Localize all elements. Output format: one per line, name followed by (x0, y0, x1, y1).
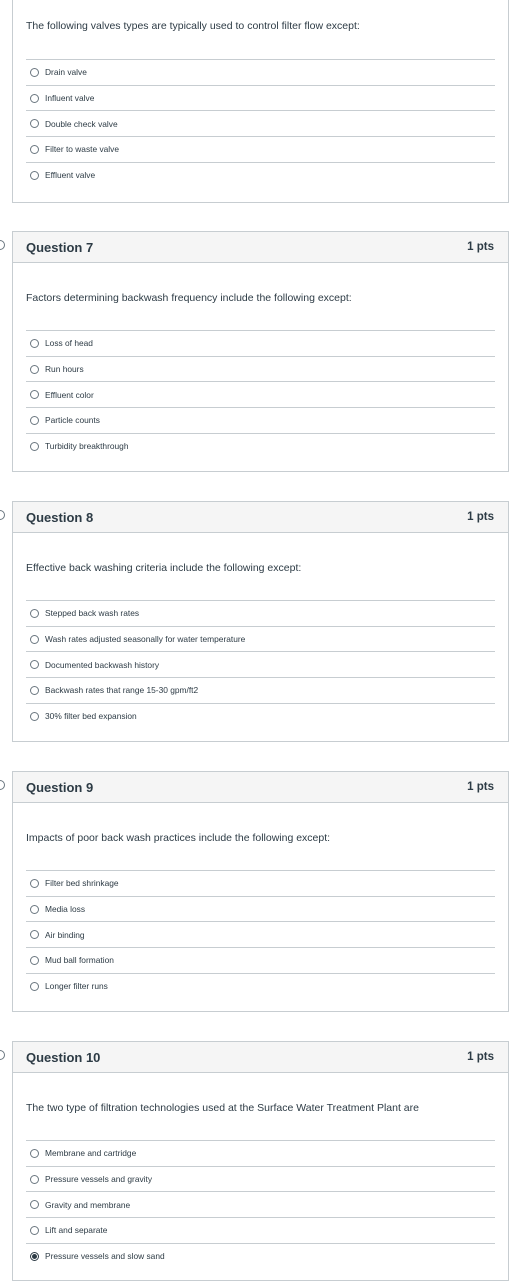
question-title: Question 9 (26, 779, 94, 795)
answer-label: Wash rates adjusted seasonally for water temperature (45, 634, 246, 645)
radio-button[interactable] (30, 686, 39, 695)
question-flag-icon[interactable] (0, 780, 5, 790)
answer-option[interactable] (26, 1217, 495, 1243)
answer-option[interactable] (26, 947, 495, 973)
question-text: Impacts of poor back wash practices include the following except: (26, 832, 331, 844)
radio-button[interactable] (30, 905, 39, 914)
answer-label: Lift and separate (45, 1225, 108, 1236)
question-header (13, 1042, 508, 1073)
answer-label: Pressure vessels and slow sand (45, 1251, 165, 1262)
answer-option[interactable] (26, 896, 495, 922)
answer-option[interactable] (26, 356, 495, 382)
question-header (13, 232, 508, 263)
question-title: Question 10 (26, 1049, 101, 1065)
answer-label: Double check valve (45, 118, 118, 129)
question-header (13, 502, 508, 533)
answer-option[interactable] (26, 330, 495, 356)
answer-option[interactable] (26, 407, 495, 433)
answer-option[interactable] (26, 921, 495, 947)
question-card-10 (12, 1041, 509, 1281)
answer-option[interactable] (26, 1191, 495, 1217)
question-card-9 (12, 771, 509, 1012)
question-flag-icon[interactable] (0, 1050, 5, 1060)
answer-label: Membrane and cartridge (45, 1148, 137, 1159)
answer-label: Influent valve (45, 93, 95, 104)
answer-label: Particle counts (45, 415, 100, 426)
answer-label: Pressure vessels and gravity (45, 1174, 153, 1185)
radio-button[interactable] (30, 635, 39, 644)
radio-button[interactable] (30, 365, 39, 374)
radio-button[interactable] (30, 119, 39, 128)
radio-button[interactable] (30, 339, 39, 348)
question-text: Factors determining backwash frequency include the following except: (26, 292, 352, 304)
answer-label: Turbidity breakthrough (45, 441, 129, 452)
answer-option[interactable] (26, 600, 495, 626)
radio-button[interactable] (30, 1226, 39, 1235)
answer-option[interactable] (26, 870, 495, 896)
answer-label: Stepped back wash rates (45, 608, 140, 619)
answer-option[interactable] (26, 381, 495, 407)
answer-option[interactable] (26, 1166, 495, 1192)
answer-label: Backwash rates that range 15-30 gpm/ft2 (45, 685, 199, 696)
answer-label: Effluent valve (45, 170, 96, 181)
answer-option[interactable] (26, 973, 495, 999)
radio-button[interactable] (30, 442, 39, 451)
question-text: The following valves types are typically used to control filter flow except: (26, 20, 360, 32)
radio-button[interactable] (30, 1149, 39, 1158)
radio-button[interactable] (30, 94, 39, 103)
question-flag-icon[interactable] (0, 240, 5, 250)
question-card-7 (12, 231, 509, 472)
answer-label: Filter to waste valve (45, 144, 120, 155)
radio-button[interactable] (30, 609, 39, 618)
answer-label: Run hours (45, 364, 84, 375)
answer-label: Loss of head (45, 338, 93, 349)
answer-option[interactable] (26, 110, 495, 136)
answer-option[interactable] (26, 677, 495, 703)
question-points: 1 pts (467, 511, 494, 523)
radio-button[interactable] (30, 982, 39, 991)
answer-option[interactable] (26, 1140, 495, 1166)
answer-label: Effluent color (45, 389, 94, 400)
radio-button[interactable] (30, 1200, 39, 1209)
answer-option[interactable] (26, 162, 495, 188)
answer-label: Documented backwash history (45, 659, 160, 670)
answer-label: Gravity and membrane (45, 1199, 131, 1210)
answer-label: Drain valve (45, 67, 87, 78)
answer-label: Filter bed shrinkage (45, 878, 119, 889)
radio-button-selected[interactable] (30, 1252, 39, 1261)
answer-option[interactable] (26, 59, 495, 85)
radio-button[interactable] (30, 145, 39, 154)
question-text: Effective back washing criteria include the following except: (26, 562, 302, 574)
question-title: Question 8 (26, 509, 94, 525)
question-title: Question 7 (26, 239, 94, 255)
answer-label: 30% filter bed expansion (45, 711, 137, 722)
question-header (13, 772, 508, 803)
radio-button[interactable] (30, 171, 39, 180)
answer-list (26, 600, 495, 728)
answer-option[interactable] (26, 136, 495, 162)
radio-button[interactable] (30, 68, 39, 77)
answer-label: Media loss (45, 904, 86, 915)
question-points: 1 pts (467, 241, 494, 253)
answer-option[interactable] (26, 85, 495, 111)
question-points: 1 pts (467, 781, 494, 793)
answer-label: Longer filter runs (45, 981, 108, 992)
radio-button[interactable] (30, 1175, 39, 1184)
answer-list (26, 59, 495, 187)
question-card-6 (12, 0, 509, 203)
radio-button[interactable] (30, 956, 39, 965)
answer-list (26, 1140, 495, 1268)
answer-label: Mud ball formation (45, 955, 114, 966)
answer-option[interactable] (26, 651, 495, 677)
radio-button[interactable] (30, 879, 39, 888)
radio-button[interactable] (30, 390, 39, 399)
answer-label: Air binding (45, 929, 85, 940)
question-flag-icon[interactable] (0, 510, 5, 520)
answer-option[interactable] (26, 626, 495, 652)
question-text: The two type of filtration technologies used at the Surface Water Treatment Plant are (26, 1102, 419, 1114)
radio-button[interactable] (30, 930, 39, 939)
radio-button[interactable] (30, 660, 39, 669)
answer-list (26, 330, 495, 458)
radio-button[interactable] (30, 712, 39, 721)
answer-list (26, 870, 495, 998)
radio-button[interactable] (30, 416, 39, 425)
question-card-8 (12, 501, 509, 742)
answer-option[interactable] (26, 703, 495, 729)
answer-option[interactable] (26, 433, 495, 459)
answer-option[interactable] (26, 1243, 495, 1269)
question-points: 1 pts (467, 1051, 494, 1063)
